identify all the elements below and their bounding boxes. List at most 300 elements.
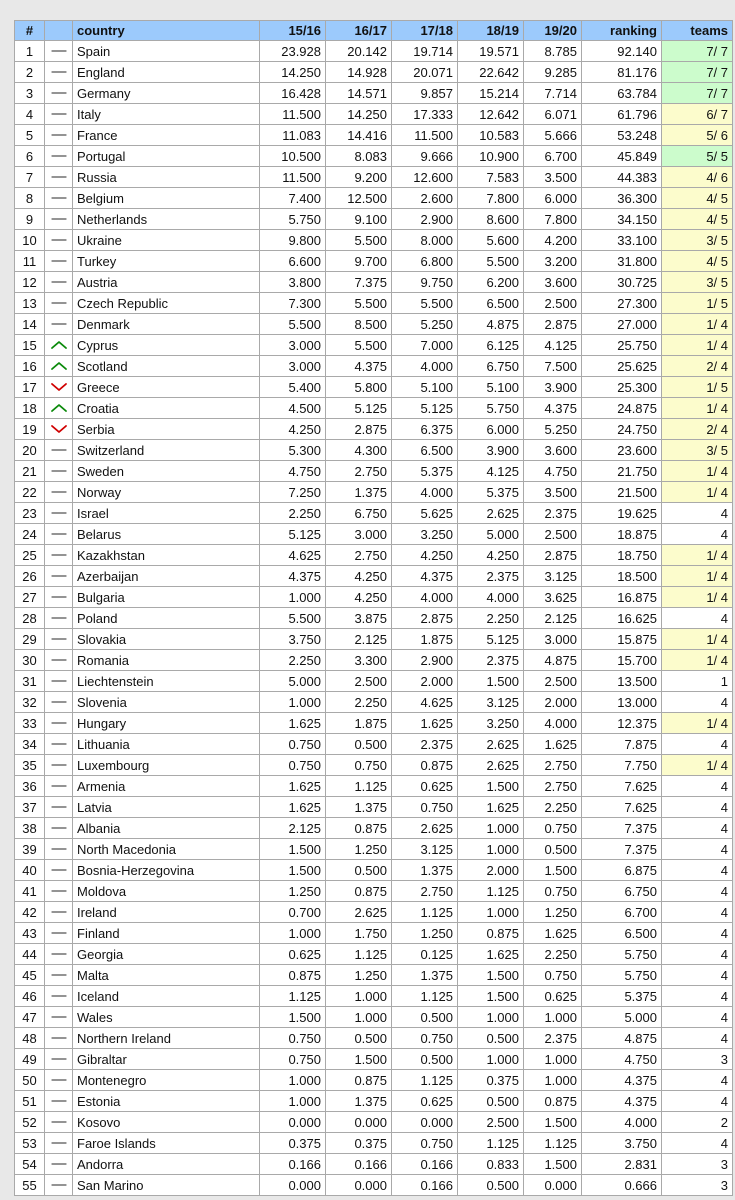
trend-flat-icon <box>45 881 73 902</box>
col-header-teams[interactable]: teams <box>662 21 733 41</box>
table-row <box>15 944 733 965</box>
rank-cell: 17 <box>15 377 45 398</box>
trend-flat-icon <box>45 125 73 146</box>
table-row <box>15 629 733 650</box>
rank-cell: 26 <box>15 566 45 587</box>
season-points-cell: 1.625 <box>260 797 326 818</box>
season-points-cell: 4.000 <box>524 713 582 734</box>
rank-cell: 24 <box>15 524 45 545</box>
trend-flat-icon <box>45 776 73 797</box>
table-row <box>15 293 733 314</box>
country-cell: England <box>73 62 260 83</box>
rank-cell: 22 <box>15 482 45 503</box>
season-points-cell: 1.125 <box>458 1133 524 1154</box>
trend-flat-icon <box>45 524 73 545</box>
rank-cell: 20 <box>15 440 45 461</box>
season-points-cell: 1.000 <box>524 1070 582 1091</box>
season-points-cell: 2.625 <box>458 734 524 755</box>
season-points-cell: 2.500 <box>524 671 582 692</box>
rank-cell: 1 <box>15 41 45 62</box>
season-points-cell: 1.875 <box>392 629 458 650</box>
country-cell: Poland <box>73 608 260 629</box>
season-points-cell: 7.400 <box>260 188 326 209</box>
season-points-cell: 6.750 <box>458 356 524 377</box>
season-points-cell: 2.375 <box>392 734 458 755</box>
season-points-cell: 7.300 <box>260 293 326 314</box>
table-row <box>15 377 733 398</box>
trend-flat-icon <box>45 1091 73 1112</box>
teams-cell: 4 <box>662 944 733 965</box>
country-cell: Liechtenstein <box>73 671 260 692</box>
trend-flat-icon <box>45 230 73 251</box>
trend-up-icon <box>45 356 73 377</box>
trend-flat-icon <box>45 104 73 125</box>
season-points-cell: 1.250 <box>260 881 326 902</box>
season-points-cell: 11.500 <box>392 125 458 146</box>
country-cell: Armenia <box>73 776 260 797</box>
ranking-total-cell: 5.750 <box>582 944 662 965</box>
trend-flat-icon <box>45 314 73 335</box>
country-cell: Turkey <box>73 251 260 272</box>
season-points-cell: 2.900 <box>392 650 458 671</box>
season-points-cell: 0.875 <box>524 1091 582 1112</box>
rank-cell: 28 <box>15 608 45 629</box>
season-points-cell: 0.750 <box>260 1049 326 1070</box>
season-points-cell: 9.100 <box>326 209 392 230</box>
season-points-cell: 0.625 <box>392 1091 458 1112</box>
season-points-cell: 0.166 <box>392 1175 458 1196</box>
teams-cell: 1/ 5 <box>662 377 733 398</box>
season-points-cell: 2.750 <box>524 755 582 776</box>
season-points-cell: 4.375 <box>392 566 458 587</box>
season-points-cell: 0.875 <box>326 1070 392 1091</box>
season-points-cell: 1.000 <box>524 1049 582 1070</box>
table-row <box>15 125 733 146</box>
season-points-cell: 4.375 <box>524 398 582 419</box>
season-points-cell: 5.375 <box>458 482 524 503</box>
ranking-total-cell: 4.000 <box>582 1112 662 1133</box>
season-points-cell: 0.500 <box>326 860 392 881</box>
col-header-season-1819[interactable]: 18/19 <box>458 21 524 41</box>
season-points-cell: 5.800 <box>326 377 392 398</box>
rank-cell: 40 <box>15 860 45 881</box>
season-points-cell: 2.875 <box>524 545 582 566</box>
season-points-cell: 0.750 <box>392 1133 458 1154</box>
rank-cell: 33 <box>15 713 45 734</box>
season-points-cell: 10.500 <box>260 146 326 167</box>
trend-down-icon <box>45 419 73 440</box>
trend-flat-icon <box>45 965 73 986</box>
country-cell: Lithuania <box>73 734 260 755</box>
rank-cell: 29 <box>15 629 45 650</box>
season-points-cell: 22.642 <box>458 62 524 83</box>
season-points-cell: 2.125 <box>260 818 326 839</box>
trend-flat-icon <box>45 440 73 461</box>
season-points-cell: 1.500 <box>260 839 326 860</box>
table-row <box>15 335 733 356</box>
teams-cell: 1/ 4 <box>662 482 733 503</box>
season-points-cell: 1.125 <box>392 1070 458 1091</box>
season-points-cell: 14.416 <box>326 125 392 146</box>
season-points-cell: 1.125 <box>458 881 524 902</box>
season-points-cell: 0.750 <box>392 1028 458 1049</box>
season-points-cell: 0.000 <box>524 1175 582 1196</box>
season-points-cell: 1.375 <box>392 965 458 986</box>
table-row <box>15 146 733 167</box>
season-points-cell: 1.625 <box>524 923 582 944</box>
teams-cell: 1/ 4 <box>662 587 733 608</box>
season-points-cell: 4.250 <box>326 587 392 608</box>
ranking-total-cell: 4.750 <box>582 1049 662 1070</box>
trend-flat-icon <box>45 1112 73 1133</box>
season-points-cell: 5.750 <box>458 398 524 419</box>
season-points-cell: 0.750 <box>524 818 582 839</box>
season-points-cell: 3.125 <box>524 566 582 587</box>
rank-cell: 55 <box>15 1175 45 1196</box>
table-row <box>15 1049 733 1070</box>
country-cell: Portugal <box>73 146 260 167</box>
teams-cell: 4 <box>662 692 733 713</box>
season-points-cell: 5.625 <box>392 503 458 524</box>
teams-cell: 1/ 4 <box>662 713 733 734</box>
season-points-cell: 2.750 <box>524 776 582 797</box>
teams-cell: 3 <box>662 1175 733 1196</box>
season-points-cell: 5.300 <box>260 440 326 461</box>
country-cell: Spain <box>73 41 260 62</box>
season-points-cell: 5.500 <box>458 251 524 272</box>
season-points-cell: 2.250 <box>458 608 524 629</box>
rank-cell: 18 <box>15 398 45 419</box>
col-header-ranking[interactable]: ranking <box>582 21 662 41</box>
trend-flat-icon <box>45 62 73 83</box>
season-points-cell: 5.125 <box>392 398 458 419</box>
ranking-total-cell: 21.500 <box>582 482 662 503</box>
season-points-cell: 2.500 <box>326 671 392 692</box>
season-points-cell: 0.875 <box>458 923 524 944</box>
season-points-cell: 2.500 <box>458 1112 524 1133</box>
season-points-cell: 4.375 <box>260 566 326 587</box>
season-points-cell: 8.785 <box>524 41 582 62</box>
season-points-cell: 5.500 <box>392 293 458 314</box>
table-row <box>15 776 733 797</box>
country-cell: Austria <box>73 272 260 293</box>
season-points-cell: 0.000 <box>260 1112 326 1133</box>
trend-flat-icon <box>45 146 73 167</box>
ranking-total-cell: 25.750 <box>582 335 662 356</box>
trend-flat-icon <box>45 1049 73 1070</box>
season-points-cell: 6.800 <box>392 251 458 272</box>
rank-cell: 5 <box>15 125 45 146</box>
rank-cell: 25 <box>15 545 45 566</box>
season-points-cell: 7.800 <box>458 188 524 209</box>
season-points-cell: 8.600 <box>458 209 524 230</box>
season-points-cell: 5.666 <box>524 125 582 146</box>
season-points-cell: 2.000 <box>524 692 582 713</box>
trend-flat-icon <box>45 545 73 566</box>
trend-flat-icon <box>45 209 73 230</box>
country-cell: Germany <box>73 83 260 104</box>
country-cell: Bulgaria <box>73 587 260 608</box>
season-points-cell: 3.600 <box>524 272 582 293</box>
season-points-cell: 3.800 <box>260 272 326 293</box>
table-row <box>15 209 733 230</box>
season-points-cell: 0.833 <box>458 1154 524 1175</box>
trend-flat-icon <box>45 587 73 608</box>
season-points-cell: 0.750 <box>326 755 392 776</box>
season-points-cell: 5.500 <box>326 293 392 314</box>
teams-cell: 4 <box>662 1091 733 1112</box>
season-points-cell: 2.900 <box>392 209 458 230</box>
ranking-total-cell: 0.666 <box>582 1175 662 1196</box>
ranking-total-cell: 7.875 <box>582 734 662 755</box>
rank-cell: 49 <box>15 1049 45 1070</box>
teams-cell: 4/ 5 <box>662 251 733 272</box>
season-points-cell: 0.500 <box>392 1049 458 1070</box>
season-points-cell: 15.214 <box>458 83 524 104</box>
rank-cell: 32 <box>15 692 45 713</box>
trend-flat-icon <box>45 944 73 965</box>
ranking-total-cell: 4.875 <box>582 1028 662 1049</box>
season-points-cell: 5.000 <box>260 671 326 692</box>
season-points-cell: 1.875 <box>326 713 392 734</box>
country-cell: Azerbaijan <box>73 566 260 587</box>
country-cell: Ireland <box>73 902 260 923</box>
season-points-cell: 1.000 <box>326 1007 392 1028</box>
col-header-season-1718[interactable]: 17/18 <box>392 21 458 41</box>
season-points-cell: 1.000 <box>458 1007 524 1028</box>
season-points-cell: 1.625 <box>458 797 524 818</box>
teams-cell: 4 <box>662 1007 733 1028</box>
season-points-cell: 0.700 <box>260 902 326 923</box>
country-cell: Russia <box>73 167 260 188</box>
season-points-cell: 9.800 <box>260 230 326 251</box>
season-points-cell: 2.250 <box>326 692 392 713</box>
trend-flat-icon <box>45 566 73 587</box>
season-points-cell: 1.125 <box>260 986 326 1007</box>
season-points-cell: 9.200 <box>326 167 392 188</box>
season-points-cell: 6.600 <box>260 251 326 272</box>
season-points-cell: 1.500 <box>524 1154 582 1175</box>
season-points-cell: 2.375 <box>458 566 524 587</box>
season-points-cell: 1.500 <box>458 965 524 986</box>
season-points-cell: 1.000 <box>458 1049 524 1070</box>
season-points-cell: 0.166 <box>392 1154 458 1175</box>
season-points-cell: 20.071 <box>392 62 458 83</box>
teams-cell: 1/ 4 <box>662 566 733 587</box>
col-header-trend[interactable] <box>45 21 73 41</box>
season-points-cell: 1.250 <box>326 965 392 986</box>
trend-flat-icon <box>45 839 73 860</box>
rank-cell: 12 <box>15 272 45 293</box>
season-points-cell: 14.250 <box>326 104 392 125</box>
table-row <box>15 1091 733 1112</box>
season-points-cell: 4.875 <box>524 650 582 671</box>
season-points-cell: 5.750 <box>260 209 326 230</box>
rank-cell: 53 <box>15 1133 45 1154</box>
rank-cell: 13 <box>15 293 45 314</box>
rank-cell: 30 <box>15 650 45 671</box>
season-points-cell: 7.375 <box>326 272 392 293</box>
rank-cell: 47 <box>15 1007 45 1028</box>
ranking-total-cell: 21.750 <box>582 461 662 482</box>
season-points-cell: 1.000 <box>326 986 392 1007</box>
season-points-cell: 1.625 <box>392 713 458 734</box>
season-points-cell: 3.000 <box>260 335 326 356</box>
rank-cell: 45 <box>15 965 45 986</box>
season-points-cell: 5.500 <box>326 335 392 356</box>
season-points-cell: 19.571 <box>458 41 524 62</box>
rank-cell: 2 <box>15 62 45 83</box>
season-points-cell: 2.625 <box>458 503 524 524</box>
season-points-cell: 0.750 <box>524 881 582 902</box>
rank-cell: 34 <box>15 734 45 755</box>
ranking-total-cell: 25.300 <box>582 377 662 398</box>
col-header-season-1516[interactable]: 15/16 <box>260 21 326 41</box>
teams-cell: 4 <box>662 1070 733 1091</box>
season-points-cell: 1.500 <box>458 986 524 1007</box>
rank-cell: 38 <box>15 818 45 839</box>
table-row <box>15 251 733 272</box>
season-points-cell: 2.625 <box>392 818 458 839</box>
season-points-cell: 0.500 <box>524 839 582 860</box>
season-points-cell: 1.500 <box>458 671 524 692</box>
rank-cell: 7 <box>15 167 45 188</box>
ranking-total-cell: 63.784 <box>582 83 662 104</box>
table-row <box>15 356 733 377</box>
season-points-cell: 0.166 <box>260 1154 326 1175</box>
rank-cell: 19 <box>15 419 45 440</box>
season-points-cell: 1.750 <box>326 923 392 944</box>
ranking-total-cell: 92.140 <box>582 41 662 62</box>
teams-cell: 6/ 7 <box>662 104 733 125</box>
season-points-cell: 7.250 <box>260 482 326 503</box>
teams-cell: 1/ 4 <box>662 461 733 482</box>
season-points-cell: 0.000 <box>326 1175 392 1196</box>
table-row <box>15 734 733 755</box>
ranking-total-cell: 5.000 <box>582 1007 662 1028</box>
rank-cell: 46 <box>15 986 45 1007</box>
rank-cell: 11 <box>15 251 45 272</box>
season-points-cell: 2.625 <box>458 755 524 776</box>
coefficient-ranking-table <box>14 20 733 1196</box>
season-points-cell: 1.250 <box>326 839 392 860</box>
teams-cell: 3/ 5 <box>662 440 733 461</box>
country-cell: Czech Republic <box>73 293 260 314</box>
teams-cell: 2/ 4 <box>662 356 733 377</box>
table-row <box>15 1070 733 1091</box>
ranking-total-cell: 13.000 <box>582 692 662 713</box>
country-cell: Gibraltar <box>73 1049 260 1070</box>
season-points-cell: 0.875 <box>326 818 392 839</box>
table-row <box>15 1028 733 1049</box>
rank-cell: 27 <box>15 587 45 608</box>
rank-cell: 54 <box>15 1154 45 1175</box>
teams-cell: 4 <box>662 608 733 629</box>
season-points-cell: 2.250 <box>524 944 582 965</box>
season-points-cell: 5.500 <box>326 230 392 251</box>
rank-cell: 37 <box>15 797 45 818</box>
country-cell: Latvia <box>73 797 260 818</box>
rank-cell: 10 <box>15 230 45 251</box>
season-points-cell: 2.500 <box>524 293 582 314</box>
country-cell: Faroe Islands <box>73 1133 260 1154</box>
table-body <box>15 41 733 1196</box>
trend-flat-icon <box>45 671 73 692</box>
season-points-cell: 6.500 <box>458 293 524 314</box>
season-points-cell: 1.625 <box>260 776 326 797</box>
season-points-cell: 2.375 <box>524 503 582 524</box>
teams-cell: 3 <box>662 1154 733 1175</box>
teams-cell: 3 <box>662 1049 733 1070</box>
country-cell: Iceland <box>73 986 260 1007</box>
ranking-total-cell: 7.625 <box>582 797 662 818</box>
season-points-cell: 6.500 <box>392 440 458 461</box>
season-points-cell: 5.125 <box>458 629 524 650</box>
season-points-cell: 0.500 <box>458 1175 524 1196</box>
table-row <box>15 440 733 461</box>
season-points-cell: 0.000 <box>260 1175 326 1196</box>
col-header-country[interactable]: country <box>73 21 260 41</box>
table-row <box>15 461 733 482</box>
season-points-cell: 0.375 <box>458 1070 524 1091</box>
season-points-cell: 2.875 <box>524 314 582 335</box>
teams-cell: 1/ 4 <box>662 335 733 356</box>
teams-cell: 7/ 7 <box>662 62 733 83</box>
country-cell: Finland <box>73 923 260 944</box>
ranking-total-cell: 6.700 <box>582 902 662 923</box>
season-points-cell: 3.200 <box>524 251 582 272</box>
season-points-cell: 4.250 <box>458 545 524 566</box>
country-cell: Malta <box>73 965 260 986</box>
ranking-total-cell: 18.500 <box>582 566 662 587</box>
ranking-total-cell: 27.000 <box>582 314 662 335</box>
season-points-cell: 0.166 <box>326 1154 392 1175</box>
season-points-cell: 11.083 <box>260 125 326 146</box>
country-cell: Cyprus <box>73 335 260 356</box>
season-points-cell: 5.100 <box>392 377 458 398</box>
season-points-cell: 0.750 <box>260 1028 326 1049</box>
col-header-season-1920[interactable]: 19/20 <box>524 21 582 41</box>
season-points-cell: 5.100 <box>458 377 524 398</box>
season-points-cell: 1.000 <box>458 902 524 923</box>
table-row <box>15 83 733 104</box>
ranking-total-cell: 6.500 <box>582 923 662 944</box>
season-points-cell: 5.500 <box>260 608 326 629</box>
country-cell: Greece <box>73 377 260 398</box>
table-row <box>15 692 733 713</box>
season-points-cell: 2.750 <box>326 545 392 566</box>
ranking-total-cell: 2.831 <box>582 1154 662 1175</box>
season-points-cell: 3.750 <box>260 629 326 650</box>
season-points-cell: 1.000 <box>260 692 326 713</box>
season-points-cell: 0.375 <box>260 1133 326 1154</box>
season-points-cell: 4.250 <box>326 566 392 587</box>
season-points-cell: 0.625 <box>392 776 458 797</box>
trend-flat-icon <box>45 83 73 104</box>
season-points-cell: 16.428 <box>260 83 326 104</box>
teams-cell: 1/ 4 <box>662 398 733 419</box>
season-points-cell: 1.500 <box>524 1112 582 1133</box>
season-points-cell: 5.375 <box>392 461 458 482</box>
trend-flat-icon <box>45 608 73 629</box>
col-header-rank[interactable]: # <box>15 21 45 41</box>
season-points-cell: 1.375 <box>392 860 458 881</box>
season-points-cell: 0.500 <box>326 1028 392 1049</box>
teams-cell: 1/ 5 <box>662 293 733 314</box>
col-header-season-1617[interactable]: 16/17 <box>326 21 392 41</box>
season-points-cell: 6.375 <box>392 419 458 440</box>
rank-cell: 48 <box>15 1028 45 1049</box>
